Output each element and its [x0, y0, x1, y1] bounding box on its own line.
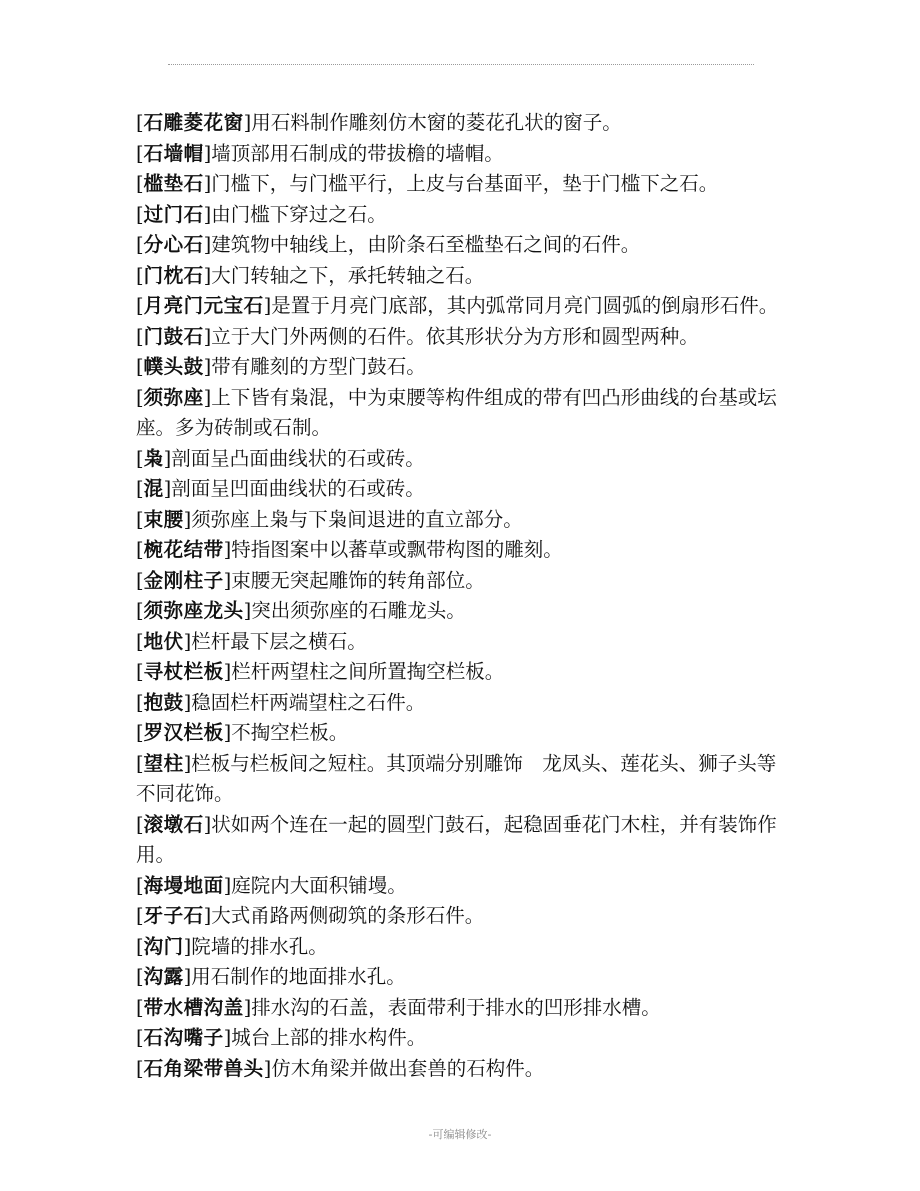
open-bracket: [ — [136, 721, 144, 744]
entry-term: 须弥座 — [143, 385, 204, 409]
close-bracket: ] — [243, 111, 252, 134]
glossary-entry — [136, 749, 786, 810]
glossary-entry — [136, 566, 786, 597]
close-bracket: ] — [183, 751, 192, 775]
close-bracket: ] — [223, 660, 232, 683]
open-bracket: [ — [136, 202, 144, 226]
open-bracket: [ — [136, 934, 144, 958]
glossary-entry — [136, 1023, 786, 1054]
glossary-entry — [136, 352, 786, 383]
close-bracket: ] — [203, 904, 212, 927]
entry-description: 门槛下，与门槛平行，上皮与台基面平，垫于门槛下之石。 — [211, 172, 719, 195]
close-bracket: ] — [223, 721, 232, 744]
entry-term: 寻杖栏板 — [143, 660, 224, 683]
glossary-entry — [136, 627, 786, 658]
entry-description: 庭院内大面积铺墁。 — [231, 873, 407, 897]
entry-description: 剖面呈凹面曲线状的石或砖。 — [171, 477, 425, 500]
open-bracket: [ — [136, 355, 144, 378]
open-bracket: [ — [136, 111, 144, 134]
glossary-entry — [136, 505, 786, 536]
entry-term: 沟门 — [143, 934, 184, 958]
close-bracket: ] — [223, 568, 232, 592]
entry-term: 槛垫石 — [143, 172, 204, 195]
entry-term: 束腰 — [143, 507, 184, 531]
glossary-entry — [136, 871, 786, 902]
open-bracket: [ — [136, 263, 144, 287]
close-bracket: ] — [223, 873, 232, 897]
entry-term: 石角梁带兽头 — [143, 1056, 264, 1080]
close-bracket: ] — [263, 294, 272, 317]
open-bracket: [ — [136, 1026, 144, 1049]
entry-description: 用石制作的地面排水孔。 — [191, 965, 406, 988]
open-bracket: [ — [136, 965, 144, 988]
close-bracket: ] — [223, 1026, 232, 1049]
open-bracket: [ — [136, 507, 144, 531]
entry-description: 须弥座上枭与下枭间退进的直立部分。 — [191, 507, 523, 531]
glossary-entry — [136, 596, 786, 627]
entry-description: 稳固栏杆两端望柱之石件。 — [191, 690, 426, 714]
entry-description: 建筑物中轴线上，由阶条石至槛垫石之间的石件。 — [211, 233, 641, 256]
glossary-entry — [136, 901, 786, 932]
close-bracket: ] — [243, 599, 252, 622]
open-bracket: [ — [136, 812, 144, 836]
glossary-entry — [136, 261, 786, 292]
close-bracket: ] — [243, 995, 252, 1019]
glossary-entry — [136, 1054, 786, 1085]
open-bracket: [ — [136, 599, 144, 622]
entry-description: 墙顶部用石制成的带拔檐的墙帽。 — [211, 141, 504, 165]
glossary-entry — [136, 230, 786, 261]
entry-term: 沟露 — [143, 965, 184, 988]
open-bracket: [ — [136, 568, 144, 592]
open-bracket: [ — [136, 446, 144, 470]
glossary-entry — [136, 993, 786, 1024]
entry-term: 混 — [143, 477, 164, 500]
close-bracket: ] — [203, 202, 212, 226]
entry-term: 地伏 — [143, 629, 184, 653]
entry-term: 门鼓石 — [143, 324, 204, 348]
close-bracket: ] — [183, 934, 192, 958]
close-bracket: ] — [183, 690, 192, 714]
glossary-entry — [136, 657, 786, 688]
close-bracket: ] — [203, 385, 212, 409]
glossary-entry — [136, 718, 786, 749]
entry-term: 带水槽沟盖 — [143, 995, 244, 1019]
glossary-entry — [136, 688, 786, 719]
entry-description: 栏杆最下层之横石。 — [191, 629, 367, 653]
entry-description: 剖面呈凸面曲线状的石或砖。 — [171, 446, 425, 470]
entry-description: 不掏空栏板。 — [231, 721, 349, 744]
entry-description: 用石料制作雕刻仿木窗的菱花孔状的窗子。 — [251, 111, 622, 134]
open-bracket: [ — [136, 995, 144, 1019]
open-bracket: [ — [136, 904, 144, 927]
entry-description: 上下皆有枭混，中为束腰等构件组成的带有凹凸形曲线的台基或坛座。多为砖制或石制。 — [136, 385, 777, 439]
glossary-entry — [136, 810, 786, 871]
entry-description: 仿木角梁并做出套兽的石构件。 — [271, 1056, 545, 1080]
open-bracket: [ — [136, 324, 144, 348]
page-footer: -可编辑修改- — [428, 1128, 492, 1141]
close-bracket: ] — [163, 477, 172, 500]
glossary-entry — [136, 169, 786, 200]
entry-term: 石雕菱花窗 — [143, 111, 244, 134]
entry-description: 栏杆两望柱之间所置掏空栏板。 — [231, 660, 505, 683]
entry-term: 幞头鼓 — [143, 355, 204, 378]
entry-description: 大门转轴之下，承托转轴之石。 — [211, 263, 485, 287]
glossary-entry — [136, 291, 786, 322]
close-bracket: ] — [203, 263, 212, 287]
close-bracket: ] — [183, 507, 192, 531]
entry-description: 束腰无突起雕饰的转角部位。 — [231, 568, 485, 592]
open-bracket: [ — [136, 477, 144, 500]
entry-description: 由门槛下穿过之石。 — [211, 202, 387, 226]
glossary-list — [136, 108, 786, 1084]
close-bracket: ] — [203, 141, 212, 165]
entry-description: 城台上部的排水构件。 — [231, 1026, 427, 1049]
close-bracket: ] — [203, 324, 212, 348]
entry-description: 特指图案中以蕃草或飘带构图的雕刻。 — [231, 538, 563, 561]
glossary-entry — [136, 139, 786, 170]
glossary-entry — [136, 444, 786, 475]
close-bracket: ] — [203, 233, 212, 256]
glossary-entry — [136, 932, 786, 963]
glossary-entry — [136, 383, 786, 444]
entry-description: 立于大门外两侧的石件。依其形状分为方形和圆型两种。 — [211, 324, 699, 348]
entry-term: 月亮门元宝石 — [143, 294, 264, 317]
glossary-entry — [136, 322, 786, 353]
entry-term: 罗汉栏板 — [143, 721, 224, 744]
entry-term: 椀花结带 — [143, 538, 224, 561]
entry-term: 牙子石 — [143, 904, 204, 927]
open-bracket: [ — [136, 233, 144, 256]
glossary-entry — [136, 200, 786, 231]
glossary-entry — [136, 962, 786, 993]
open-bracket: [ — [136, 141, 144, 165]
open-bracket: [ — [136, 751, 144, 775]
close-bracket: ] — [263, 1056, 272, 1080]
entry-term: 枭 — [143, 446, 164, 470]
entry-description: 是置于月亮门底部，其内弧常同月亮门圆弧的倒扇形石件。 — [271, 294, 779, 317]
header-divider — [168, 64, 754, 65]
entry-term: 过门石 — [143, 202, 204, 226]
entry-description: 带有雕刻的方型门鼓石。 — [211, 355, 426, 378]
glossary-entry — [136, 474, 786, 505]
close-bracket: ] — [183, 965, 192, 988]
open-bracket: [ — [136, 385, 144, 409]
entry-term: 滚墩石 — [143, 812, 204, 836]
entry-term: 门枕石 — [143, 263, 204, 287]
entry-description: 院墙的排水孔。 — [191, 934, 328, 958]
open-bracket: [ — [136, 873, 144, 897]
close-bracket: ] — [183, 629, 192, 653]
entry-term: 石沟嘴子 — [143, 1026, 224, 1049]
open-bracket: [ — [136, 1056, 144, 1080]
entry-term: 抱鼓 — [143, 690, 184, 714]
open-bracket: [ — [136, 629, 144, 653]
entry-term: 海墁地面 — [143, 873, 224, 897]
close-bracket: ] — [163, 446, 172, 470]
entry-description: 大式甬路两侧砌筑的条形石件。 — [211, 904, 485, 927]
entry-term: 石墙帽 — [143, 141, 204, 165]
entry-term: 分心石 — [143, 233, 204, 256]
open-bracket: [ — [136, 294, 144, 317]
entry-description: 栏板与栏板间之短柱。其顶端分别雕饰 龙凤头、莲花头、狮子头等不同花饰。 — [136, 751, 777, 805]
entry-term: 金刚柱子 — [143, 568, 224, 592]
entry-description: 排水沟的石盖，表面带利于排水的凹形排水槽。 — [251, 995, 661, 1019]
glossary-entry — [136, 108, 786, 139]
close-bracket: ] — [203, 812, 212, 836]
glossary-entry — [136, 535, 786, 566]
close-bracket: ] — [203, 172, 212, 195]
close-bracket: ] — [203, 355, 212, 378]
entry-description: 突出须弥座的石雕龙头。 — [251, 599, 466, 622]
close-bracket: ] — [223, 538, 232, 561]
open-bracket: [ — [136, 690, 144, 714]
open-bracket: [ — [136, 538, 144, 561]
open-bracket: [ — [136, 172, 144, 195]
open-bracket: [ — [136, 660, 144, 683]
entry-description: 状如两个连在一起的圆型门鼓石，起稳固垂花门木柱，并有装饰作用。 — [136, 812, 777, 866]
entry-term: 须弥座龙头 — [143, 599, 244, 622]
entry-term: 望柱 — [143, 751, 184, 775]
